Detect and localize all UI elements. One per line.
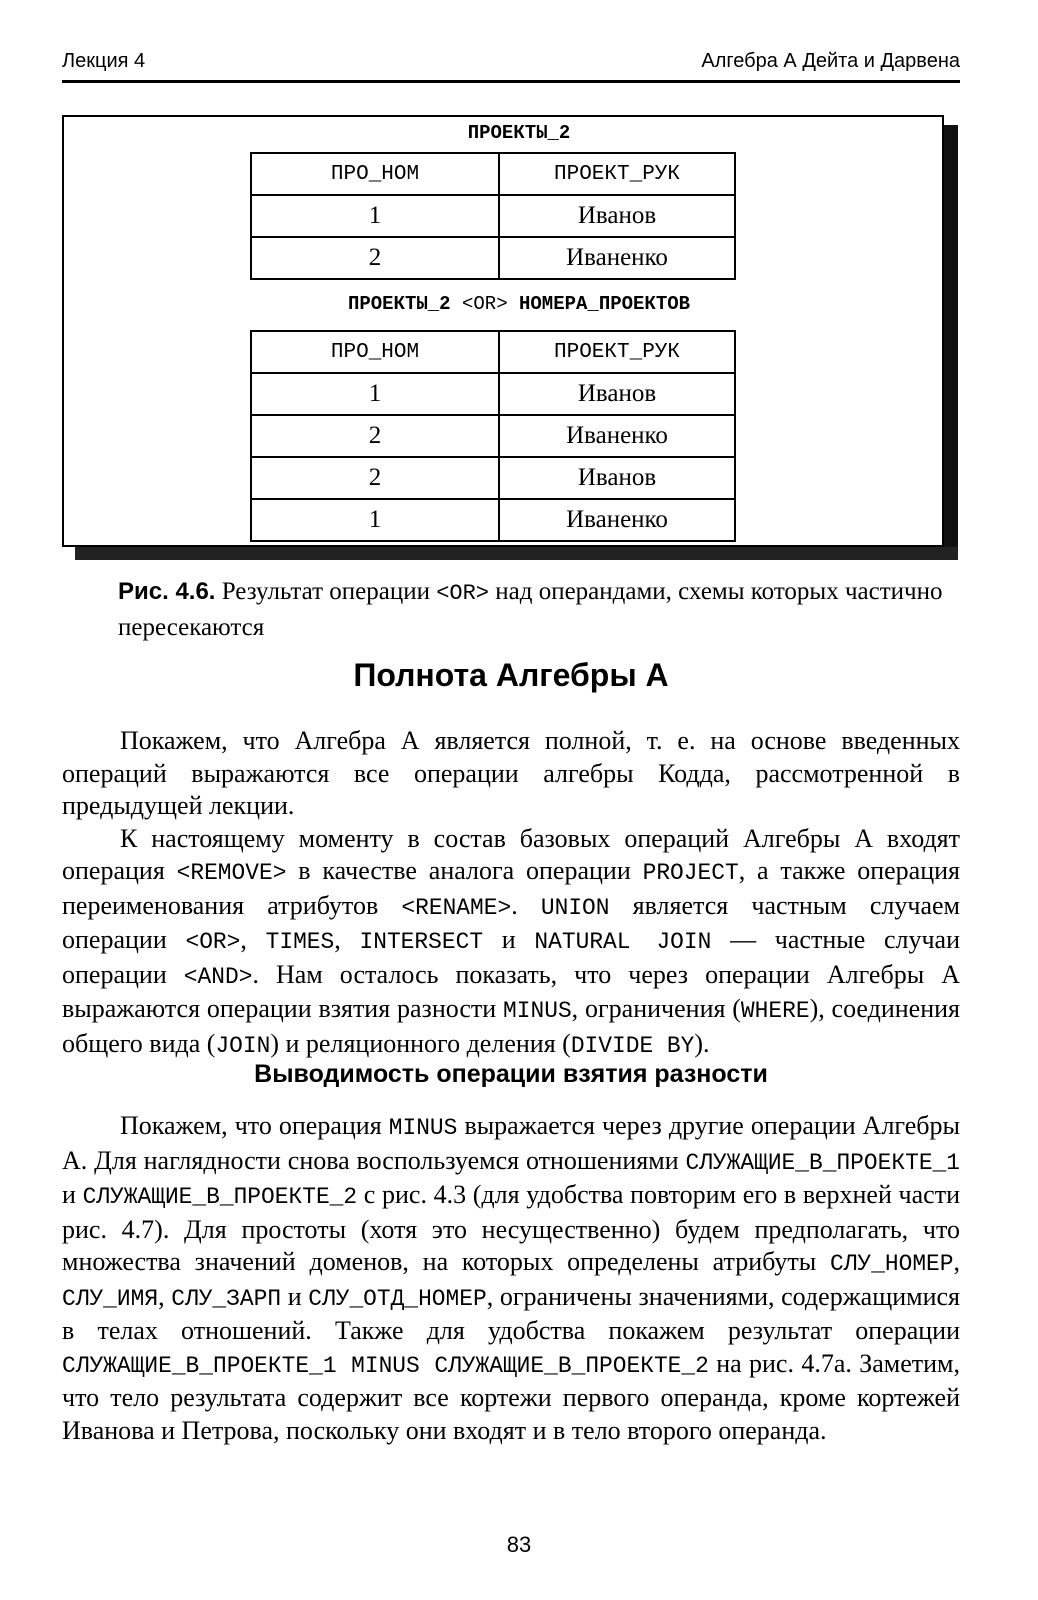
text-run: ) и реляционного деления ( [270,1028,571,1058]
figure-caption-text-1: Результат операции [215,578,437,605]
text-run: с рис. 4.3 (для удобства повторим его в верхней части рис. 4.7). Для простоты (хотя это несущественно) будем предполагать, что множества значений доменов, на которых определены атрибуты [62,1180,960,1276]
table-header-row [251,331,735,373]
table-cell: Иванов [499,195,735,237]
code-identifier: MINUS [503,998,572,1024]
code-identifier: INTERSECT [359,929,484,955]
header-rule [62,80,960,83]
text-run: , а также операция переименования атрибутов [62,856,961,920]
figure-shadow-right [944,125,958,560]
table-cell: Иваненко [499,499,735,541]
code-identifier: <RENAME> [401,894,512,921]
text-run: , [953,1247,960,1276]
text-run: — частные случаи операции [62,925,961,989]
text-run: . Нам осталось показать, что через операции Алгебры А выражаются операции взятия разности [62,959,960,1023]
text-run: ). [694,1028,710,1058]
table-cell: 2 [251,457,499,499]
table-cell: Иваненко [499,237,735,279]
text-run: Покажем, что операция [120,1111,389,1140]
table-cell: 2 [251,237,499,279]
figure-caption-text-2: над операндами, схемы которых частично пересекаются [118,578,943,641]
code-identifier: СЛУ_НОМЕР [829,1251,954,1277]
text-run: в качестве аналога операции [286,856,643,885]
table-cell: Иванов [499,373,735,415]
section-title: Полнота Алгебры А [353,657,669,693]
text-run: и [281,1281,309,1311]
subsection-title: Выводимость операции взятия разности [254,1060,768,1088]
table-row [251,373,735,415]
paragraph-intro: Покажем, что Алгебра А является полной, т. е. на основе введенных операций выражаются все операции алгебры Кодда, рассмотренной в предыдущей лекции. [62,726,960,820]
text-run: , [334,925,360,954]
figure-shadow-bottom [75,547,958,560]
table-row [251,415,735,457]
text-run: на рис. 4.7а. Заметим, что тело результата содержит все кортежи первого операнда, кроме кортежей Иванова и Петрова, поскольку они входят и в тело второго операнда. [62,1348,960,1445]
text-run: К настоящему моменту в состав базовых операций Алгебры А входят операция [62,823,960,885]
code-identifier: TIMES [265,929,335,955]
code-identifier: NATURAL JOIN [534,929,712,955]
relation-table-2 [250,330,736,542]
code-identifier: СЛУ_ОТД_НОМЕР [308,1285,487,1312]
table2-title-left: ПРОЕКТЫ_2 [347,293,451,315]
table-row [251,195,735,237]
table1-title: ПРОЕКТЫ_2 [467,122,571,144]
code-identifier: СЛУЖАЩИЕ_В_ПРОЕКТЕ_1 MINUS СЛУЖАЩИЕ_В_ПРОЕКТЕ_2 [62,1352,709,1379]
text-run: ), соединения общего вида ( [62,994,960,1058]
code-identifier: UNION [540,894,610,921]
text-run: выражается через другие операции Алгебры А. Для наглядности снова воспользуемся отношениями [62,1111,960,1175]
code-identifier: СЛУ_ИМЯ [62,1285,159,1312]
code-identifier: <OR> [185,929,241,955]
paragraph-base-operations [62,823,960,1063]
code-identifier: DIVIDE BY [570,1032,695,1059]
table-cell: 1 [251,499,499,541]
running-header [62,50,960,73]
code-identifier: СЛУЖАЩИЕ_В_ПРОЕКТЕ_1 [685,1149,960,1176]
table-cell: 1 [251,373,499,415]
figure-caption-operator: <OR> [436,581,490,606]
body-text-block-2 [62,1110,960,1447]
code-identifier: MINUS [388,1115,458,1141]
column-header: ПРО_НОМ [251,153,499,195]
text-run: является частным случаем операции [62,890,960,954]
text-run: , [240,925,266,954]
text-run: , ограничены значениями, содержащимися в телах отношений. Также для удобства покажем результат операции [62,1281,960,1345]
table-cell: 2 [251,415,499,457]
code-identifier: <REMOVE> [176,860,287,886]
code-identifier: СЛУЖАЩИЕ_В_ПРОЕКТЕ_2 [82,1184,358,1210]
code-identifier: WHERE [740,998,810,1024]
text-run: и [62,1180,83,1209]
code-identifier: JOIN [215,1032,271,1059]
header-topic: Алгебра А Дейта и Дарвена [701,50,960,72]
table-header-row [251,153,735,195]
table-row [251,457,735,499]
table2-title-operator: <OR> [461,293,508,315]
relation-table-1 [250,152,736,280]
column-header: ПРОЕКТ_РУК [499,331,735,373]
column-header: ПРОЕКТ_РУК [499,153,735,195]
table-cell: 1 [251,195,499,237]
table-cell: Иваненко [499,415,735,457]
code-identifier: <AND> [183,963,253,990]
table-cell: Иванов [499,457,735,499]
table-row [251,499,735,541]
table-row [251,237,735,279]
code-identifier: PROJECT [642,860,739,886]
figure-caption-label: Рис. 4.6. [118,578,216,605]
code-identifier: СЛУ_ЗАРП [171,1285,282,1312]
body-text-block-1 [62,725,960,1062]
text-run: . [511,890,541,920]
figure-caption [118,575,960,645]
text-run: и [483,925,535,954]
paragraph-minus-derivation [62,1110,960,1447]
table2-title-right: НОМЕРА_ПРОЕКТОВ [519,293,691,315]
column-header: ПРО_НОМ [251,331,499,373]
page-number: 83 [506,1532,532,1557]
text-run: , [158,1281,172,1311]
text-run: , ограничения ( [571,994,741,1023]
table2-title [0,293,1038,315]
header-lecture: Лекция 4 [62,50,146,72]
